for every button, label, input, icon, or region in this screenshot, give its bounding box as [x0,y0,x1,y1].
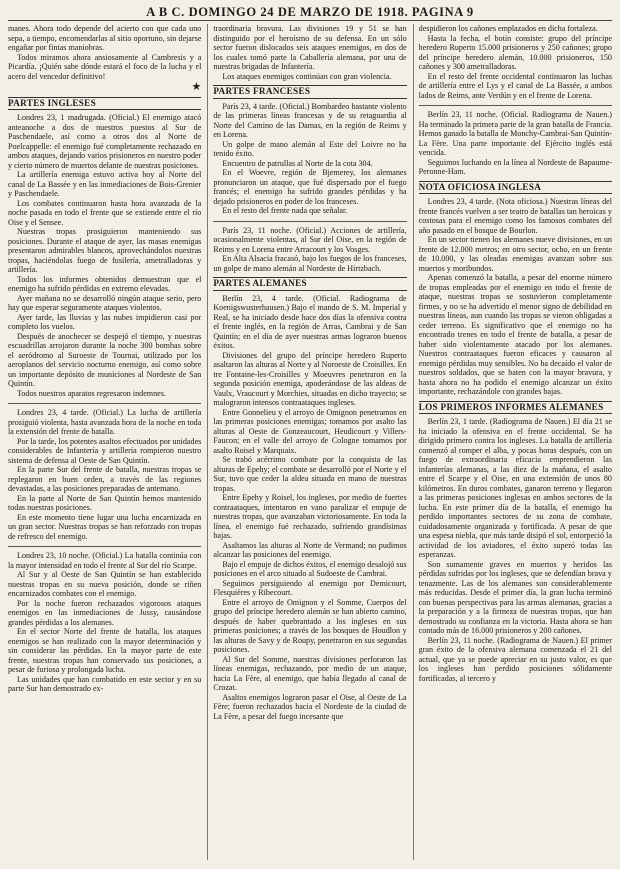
col3-p2-0: Londres 23, 4 tarde. (Nota oficiosa.) Nuestras líneas del frente francés vuelven a ser teatro de batallas tan heroicas y costosas para el enemigo como los famosos combates del año pasado en el bosque de Bourlon. [418,197,612,235]
newspaper-page [8,4,612,864]
column-1 [8,24,201,860]
col2-intro-1: Los ataques enemigos continúan con gran violencia. [222,71,392,81]
col3-p1-1: Seguimos luchando en la línea al Nordeste de Bapaume-Peronne-Ham. [418,157,612,176]
col2-p1-3: En el Woevre, región de Bjemerey, los alemanes pronunciaron un ataque, que fué dispersado por el fuego francés; el enemigo ha sufrido grandes pérdidas y ha dejado prisioneros en poder de los franceses. [213,168,407,206]
col2-p3-10: Asaltos enemigos lograron pasar el Oise, al Oeste de La Fère; fueron rechazados hacia el Nordeste de la ciudad de La Fère, a pesar del fuego incesante que [213,692,407,721]
col1-p1-4: Todos los informes obtenidos demuestran que el enemigo ha sufrido pérdidas en extremo elevadas. [8,274,202,293]
col2-p3-2: Entre Gonnelieu y el arroyo de Omignon penetramos en las primeras posiciones enemigas; tomamos por asalto las alturas al Oeste de Gonzeaucourt, Heudicourt y Villers-Faucon; en el valle del arroyo de Cologne tomamos por asalto Roisel y Marquaix. [213,407,407,455]
divider [213,221,406,222]
col1-p3-1: Al Sur y al Oeste de San Quintín se han establecido nuestras tropas en su nueva posición, donde se riñen encarnizados combates con el enemigo. [8,570,202,598]
col2-p3-9: Al Sur del Somme, nuestras divisiones perforaron las líneas enemigas, rechazando, por medio de un ataque, hacia La Fère, al enemigo, que había llegado al canal de Crozat. [213,654,407,692]
col2-p2-1: En Alta Alsacia fracasó, bajo los fuegos de los franceses, un golpe de mano alemán al Nordeste de Hirtzbach. [213,254,407,273]
col1-p1-2: Los combates continuaron hasta hora avanzada de la noche pasada en todo el frente que se extiende entre el río Oise y el Sensee. [8,198,202,227]
col2-p3-5: Asaltamos las alturas al Norte de Vermand; no pudimos alcanzar las posiciones del enemigo. [213,540,407,559]
col2-p3-0: Berlín 23, 4 tarde. (Oficial. Radiograma de Koenigswusterhausen.) Bajo el mando de S. M. Imperial y Real, se ha iniciado desde hace dos días la ofensiva contra el frente inglés, en la región de Arras, Cambrai y de San Quintín; en el día de ayer nuestras armas lograron buenos éxitos. [213,293,407,350]
section-primeros-informes: LOS PRIMEROS INFORMES ALEMANES [419,401,612,415]
col2-p3-4: Entre Epehy y Roisel, los ingleses, por medio de fuertes contraataques, intentaron en vano paralizar el empuje de nuestras tropas, que avanzaban victoriosamente. En toda la línea, el enemigo fué rechazado, sufriendo grandísimas bajas. [213,493,407,540]
col2-intro-0: traordinaria bravura. Las divisiones 19 y 51 se han distinguido por el heroísmo de su defensa. En un sólo sector fueron dislocados seis ataques enemigos, en dos de los cuales tomó parte la Caballería alemana, por una de nuestras brigadas de Infantería. [213,24,407,71]
columns [8,24,612,860]
col1-p1-1: La artillería enemiga estuvo activa hoy al Norte del canal de La Bassée y en las inmediaciones de Bois-Grenier y Paschendaele. [8,170,202,198]
col3-p1-0: Berlín 23, 11 noche. (Oficial. Radiograma de Nauen.) Ha terminado la primera parte de la gran batalla de Francia. Hemos ganado la batalla de Monchy-Cambrai-San Quintín-La Fère. Una parte importante del Ejército inglés está vencida. [418,110,612,157]
col2-p3-1: Divisiones del grupo del príncipe heredero Ruperto asaltaron las alturas al Norte y al Noroeste de Croisilles. En tre Fontaine-les-Croisilles y Moeuvres penetraron en la segunda posición enemiga, apoderándose de las aldeas de Vaulx, Vraucourt y Morchies, situadas en dicho trayecto; se malograron intensos contraataques ingleses. [213,350,407,407]
col1-p2-2: En la parte Sur del frente de batalla, nuestras tropas se replegaron en buen orden, a través de las regiones devastadas, a las posiciones preparadas de antemano. [8,465,202,493]
masthead: A B C. DOMINGO 24 DE MARZO DE 1918. PAGINA 9 [8,4,612,21]
col1-p1-7: Después de anochecer se despejó el tiempo, y nuestras escuadrillas arrojaron durante la noche 300 bombas sobre el aeródromo al Suroeste de Tournai, utilizado por los aeroplanos del servicio nocturno enemigo, así como sobre un importante depósito de municiones al Nordeste de San Quintín. [8,331,202,388]
divider [8,403,201,404]
col3-p3-1: Son sumamente graves en muertos y heridos las pérdidas sufridas por los ingleses, que se defendían brava y tenazmente. Las de los alemanes son considerablemente más reducidas. Desde el primer día, la gran lucha terminó con buenas perspectivas para las armas alemanas, gracias a la preparación y a la firmeza de nuestras tropas, que han demostrado su confianza en la victoria. Hasta ahora se han contado más de 16.000 prisioneros y 200 cañones. [418,559,612,635]
col3-p2-1: En un sector tienen los alemanes nueve divisiones, en un frente de 12.000 metros; en otro sector, ocho, en un frente de 10.000, y las oleadas enemigas avanzan sobre sus muertos y moribundos. [418,235,612,273]
col1-p2-1: Por la tarde, los potentes asaltos efectuados por unidades considerables de Infantería y artillería rompieron nuestro sistema de defensa al Oeste de San Quintín. [8,436,202,465]
col1-intro-0: manes. Ahora todo depende del acierto con que cada uno sepa, a tiempo, encomendarlas al sitio oportuno, sin dejarse engañar por fintas maniobras. [8,24,202,52]
col3-intro-2: En el resto del frente occidental continuaron las luchas de artillería entre el Lys y el canal de La Bassée, a ambos lados de Reims, ante Verdún y en el frente de Lorena. [418,71,612,100]
col1-p2-0: Londres 23, 4 tarde. (Oficial.) La lucha de artillería prosiguió violenta, hasta avanzada hora de la noche en toda la extensión del frente de batalla. [8,408,202,436]
col3-intro-0: despidieron los cañones emplazados en dicha fortaleza. [418,24,598,33]
col2-p1-1: Un golpe de mano alemán al Este del Loivre no ha tenido éxito. [213,139,407,158]
col2-p1-4: En el resto del frente nada que señalar. [222,206,348,215]
col3-p3-2: Berlín 23, 11 noche. (Radiograma de Nauen.) El primer gran éxito de la ofensiva alemana comenzada el 21 del actual, que ya se puede apreciar en su justo valor, es que los ingleses han perdido posiciones sólidamente fortificadas, al tercero y [418,635,612,683]
col1-intro-1: Todos miramos ahora ansiosamente al Cambresis y a Picardía. ¡Quién sabe dónde estará el foco de la lucha y el acero del vencedor definitivo! [8,52,202,81]
section-partes-ingleses: PARTES INGLESES [8,97,201,111]
column-3 [413,24,612,860]
col1-p3-2: Por la noche fueron rechazados vigorosos ataques enemigos en las inmediaciones de Jussy, causándose grandes pérdidas a los alemanes. [8,598,202,627]
col3-p3-0: Berlín 23, 1 tarde. (Radiograma de Nauen.) El día 21 se ha iniciado la ofensiva en el frente occidental. Se ha dirigido primero contra los ingleses. La batalla de artillería comenzó al romper el alba, y pocas horas después, con un fuego de extraordinaria eficacia emprendieron las infanterías alemanas, a las diez de la mañana, el asalto entre el Scarpe y el Oise, en una extensión de unos 80 kilómetros. En duros combates, ganaron terreno y llegaron a las primeras posiciones inglesas en ambos sectores de la lucha. En este primer día de la batalla, el enemigo ha perdido importantes sectores de su zona de combate, cuidadosamente organizada y fortificada. A pesar de que una espesa niebla, que más tarde disipó el sol, entorpeció la actividad de los aviadores, el éxito superó todas las esperanzas. [418,417,612,559]
column-2 [207,24,406,860]
col2-p3-6: Bajo el empuje de dichos éxitos, el enemigo desalojó sus posiciones en el arco situado al Sudoeste de Cambrai. [213,559,407,578]
col1-p1-3: Nuestras tropas prosiguieron manteniendo sus posiciones. Durante el ataque de ayer, las masas enemigas presentaron admirables blancos, aprovechándolos nuestras tropas, haciéndolas fuego de fusilería, ametralladoras y artillería. [8,227,202,274]
col1-p3-3: En el sector Norte del frente de batalla, los ataques enemigos se han realizado con la mayor determinación y sin considerar las pérdidas. En la mayor parte de este frente, nuestras tropas han conservado sus posiciones, a pesar de furiosa y prolongada lucha. [8,627,202,674]
col2-p1-2: Encuentro de patrullas al Norte de la cota 304. [222,158,373,168]
col1-p3-4: Las unidades que han combatido en este sector y en su parte Sur han demostrado ex- [8,674,202,693]
col1-p3-0: Londres 23, 10 noche. (Oficial.) La batalla continúa con la mayor intensidad en todo el frente al Sur del río Scarpe. [8,551,202,570]
col1-p2-4: En este momento tiene lugar una lucha encarnizada en un gran sector. Nuestras tropas se han reforzado con tropas de refresco del enemigo. [8,512,202,541]
col1-p1-8: Todos nuestros aparatos regresaron indemnes. [17,388,166,398]
star-ornament: ★ [191,81,202,93]
col1-p2-3: En la parte al Norte de San Quintín hemos mantenido todas nuestras posiciones. [8,493,202,512]
col2-p3-7: Seguimos persiguiendo al enemigo por Demicourt, Flesquières y Ribecourt. [213,578,407,597]
col3-intro-1: Hasta la fecha, el botín consiste: grupo del príncipe heredero Ruperto 15.000 prisioneros y 250 cañones; grupo del príncipe heredero alemán, 10.000 prisioneros, 150 cañones y 300 ametralladoras. [418,33,612,71]
col1-p1-6: Ayer tarde, las lluvias y las nubes impidieron casi por completo los vuelos. [8,312,202,331]
col1-p1-0: Londres 23, 1 madrugada. (Oficial.) El enemigo atacó anteanoche a dos de nuestros puestos al Sur de Paschendaele, así como a otros dos al Norte de Poelcappelle: el enemigo fué completamente rechazado en ambos ataques, dejando varios prisioneros en nuestro poder y cierto número de muertos delante de nuestras posiciones. [8,113,202,170]
col1-p1-5: Ayer mañana no se desarrolló ningún ataque serio, pero hay que esperar seguramente ataques violentos. [8,293,202,312]
col2-p3-3: Se trabó acérrimo combate por la conquista de las alturas de Epehy; el combate se desarrolló por el Norte y el Sur, tuvo que ceder la aldea situada en mano de nuestras tropas. [213,455,407,493]
col2-p2-0: París 23, 11 noche. (Oficial.) Acciones de artillería, ocasionalmente violentas, al Sur del Oise, en la región de Reims y en Lorena entre Arracourt y los Vosges. [213,225,407,254]
section-partes-alemanes: PARTES ALEMANES [213,277,406,291]
col2-p1-0: París 23, 4 tarde. (Oficial.) Bombardeo bastante violento de las primeras líneas francesas y de su retaguardia al Norte del Camino de las Damas, en la región de Reims y en Lorena. [213,101,407,139]
divider [419,105,612,106]
col3-p2-2: Apenas comenzó la batalla, a pesar del enorme número de tropas empleadas por el enemigo en todo el frente de ataque, nuestras tropas se sostuvieron completamente firmes, y no se ha advertido el menor signo de debilidad en nuestras líneas, aun cuando las tropas se vieron obligadas a ceder terreno. Es significativo que el enemigo no ha encontrado trenes en todo el frente de batalla, a pesar de haber sido violentamente atacado por los alemanes. Nuestros contraataques fueron eficaces y causaron al enemigo pérdidas muy sensibles. No ha decaído el valor de nuestros soldados, que se baten con la mayor bravura, y hasta ahora no ha podido el enemigo alcanzar un éxito importante, rechazándole con grandes bajas. [418,273,612,396]
section-nota-oficiosa: NOTA OFICIOSA INGLESA [419,181,612,195]
divider [8,546,201,547]
col2-p3-8: Entre el arroyo de Omignon y el Somme, Cuerpos del grupo del príncipe heredero alemán se han abierto camino, después de haber quebrantado a los ingleses en sus primeras posiciones; a través de los bosques de Houdlon y las alturas de Savy y de Roupy, penetraron en sus segundas posiciones. [213,597,407,654]
section-partes-franceses: PARTES FRANCESES [213,85,406,99]
